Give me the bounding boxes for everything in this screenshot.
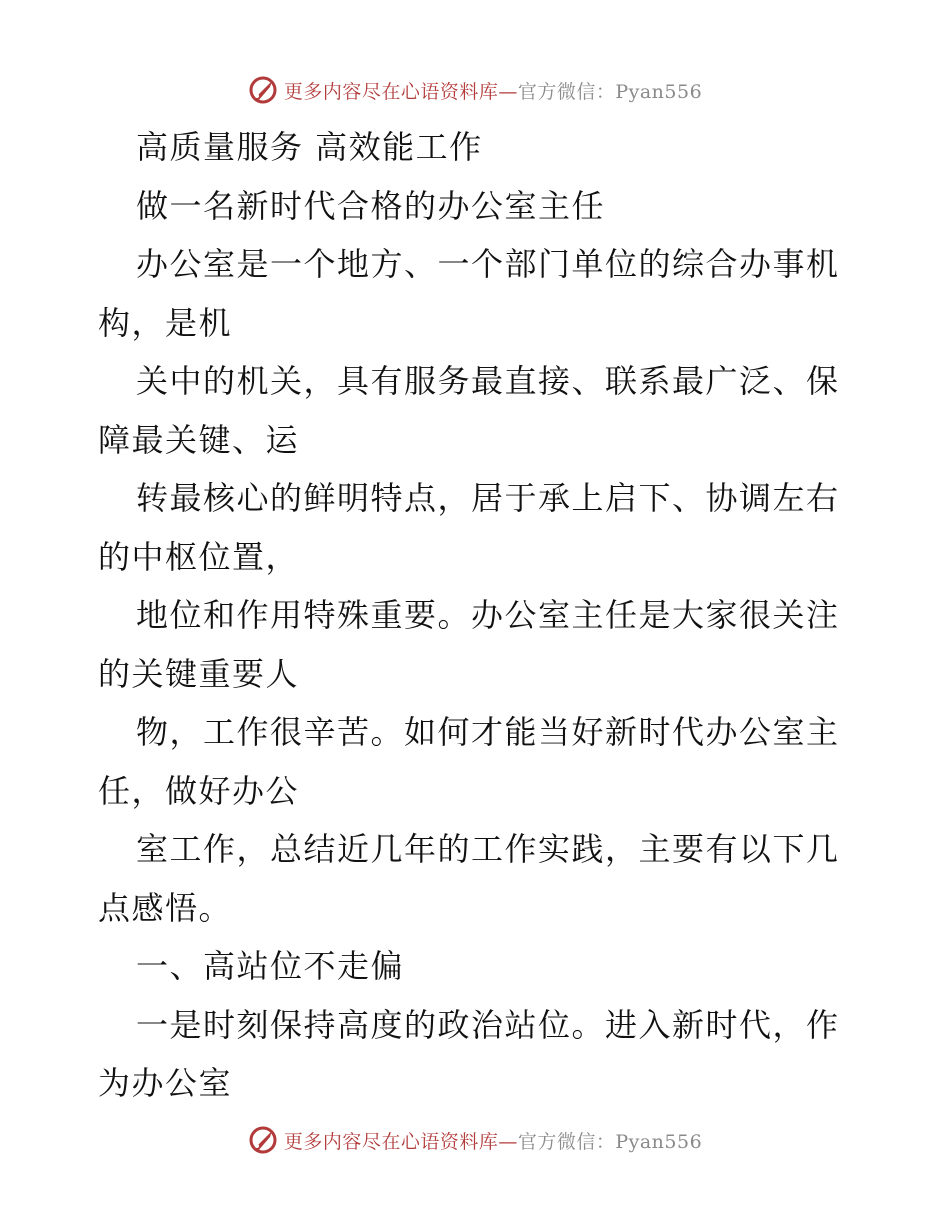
doc-subtitle: 做一名新时代合格的办公室主任 — [136, 186, 606, 225]
doc-line: 室工作，总结近几年的工作实践，主要有以下几 — [136, 830, 840, 868]
section-heading: 一、高站位不走偏 — [136, 947, 405, 985]
footer-banner-red-text: 更多内容尽在心语资料库— — [283, 1130, 518, 1153]
pen-logo-icon — [248, 1125, 278, 1155]
doc-line: 为办公室 — [98, 1064, 233, 1102]
header-banner-gray-text: 官方微信：Pyan556 — [517, 80, 703, 103]
doc-line: 办公室是一个地方、一个部门单位的综合办事机 — [136, 245, 840, 283]
doc-line: 点感悟。 — [98, 888, 233, 927]
doc-line: 的关键重要人 — [98, 654, 300, 693]
doc-line: 障最关键、运 — [98, 420, 300, 459]
footer-watermark-banner — [0, 1120, 950, 1160]
footer-banner-gray-text: 官方微信：Pyan556 — [517, 1130, 703, 1153]
header-watermark-banner — [0, 70, 950, 110]
doc-line: 一是时刻保持高度的政治站位。进入新时代，作 — [136, 1005, 840, 1044]
doc-line: 关中的机关，具有服务最直接、联系最广泛、保 — [136, 362, 840, 400]
doc-line: 转最核心的鲜明特点，居于承上启下、协调左右 — [136, 479, 840, 517]
header-banner-red-text: 更多内容尽在心语资料库— — [283, 80, 518, 103]
doc-line: 构，是机 — [98, 303, 233, 342]
doc-line: 的中枢位置， — [98, 537, 300, 576]
doc-line: 地位和作用特殊重要。办公室主任是大家很关注 — [136, 596, 840, 634]
doc-line: 物，工作很辛苦。如何才能当好新时代办公室主 — [136, 713, 840, 751]
doc-line: 任，做好办公 — [98, 771, 300, 810]
header-banner-text — [284, 77, 702, 104]
doc-title: 高质量服务 高效能工作 — [136, 128, 483, 166]
document-body — [98, 118, 858, 1113]
pen-logo-icon — [248, 75, 278, 105]
footer-banner-text — [284, 1127, 702, 1154]
